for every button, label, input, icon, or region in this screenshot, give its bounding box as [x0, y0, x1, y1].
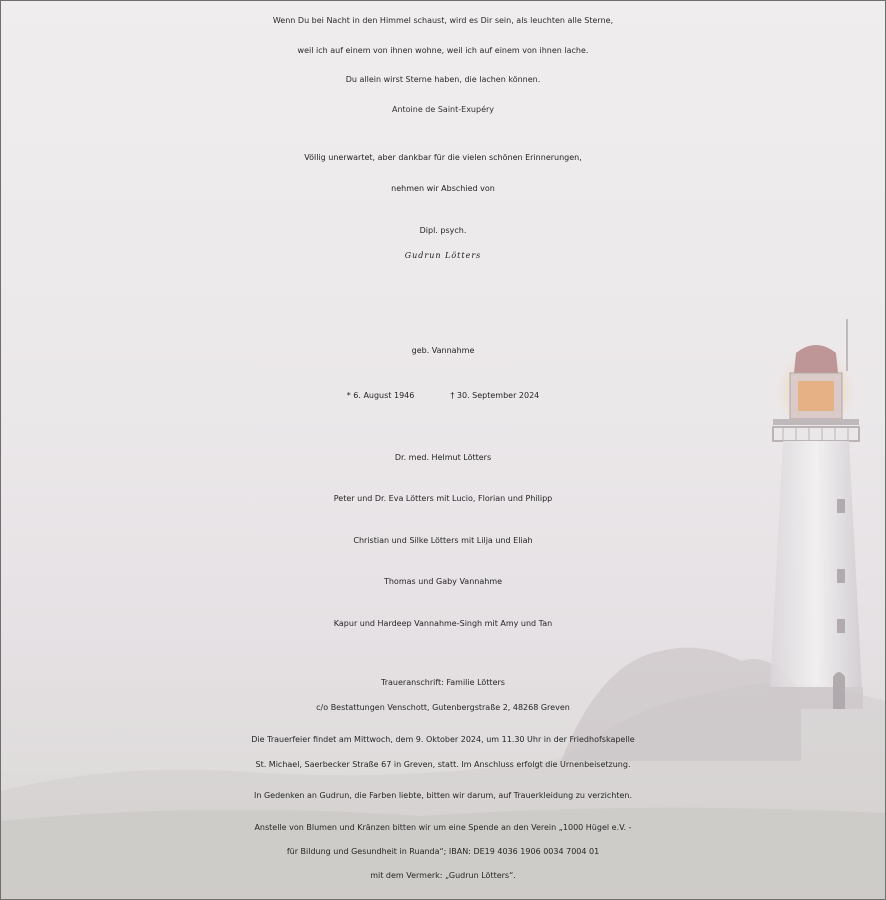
quote-line-1: Wenn Du bei Nacht in den Himmel schaust, wird es Dir sein, als leuchten alle Sterne,	[272, 16, 614, 25]
mourner-line: Thomas und Gaby Vannahme	[383, 577, 503, 586]
intro-line-1: Völlig unerwartet, aber dankbar für die vielen schönen Erinnerungen,	[304, 153, 582, 162]
dress-note: In Gedenken an Gudrun, die Farben liebte, bitten wir darum, auf Trauerkleidung zu verzichten.	[253, 791, 633, 800]
death-date: † 30. September 2024	[450, 391, 540, 400]
quote-line-3: Du allein wirst Sterne haben, die lachen können.	[345, 75, 541, 84]
mourner-line: Kapur und Hardeep Vannahme-Singh mit Amy und Tan	[333, 619, 553, 628]
donation-line-1: Anstelle von Blumen und Kränzen bitten wir um eine Spende an den Verein „1000 Hügel e.V. -	[254, 823, 632, 832]
address-line-1: Traueranschrift: Familie Lötters	[381, 678, 505, 687]
birth-name: geb. Vannahme	[411, 346, 475, 355]
quote-author: Antoine de Saint-Exupéry	[391, 105, 495, 114]
service-line-1: Die Trauerfeier findet am Mittwoch, dem 9. Oktober 2024, um 11.30 Uhr in der Friedhofskapelle	[251, 735, 635, 744]
mourner-line: Peter und Dr. Eva Lötters mit Lucio, Florian und Philipp	[333, 494, 553, 503]
intro-line-2: nehmen wir Abschied von	[391, 184, 495, 193]
academic-title: Dipl. psych.	[419, 226, 467, 235]
obituary-text	[1, 1, 885, 899]
service-line-2: St. Michael, Saerbecker Straße 67 in Greven, statt. Im Anschluss erfolgt die Urnenbeisetzung.	[255, 760, 631, 769]
mourner-line: Christian und Silke Lötters mit Lilja und Eliah	[353, 536, 533, 545]
donation-line-2: für Bildung und Gesundheit in Ruanda“; IBAN: DE19 4036 1906 0034 7004 01	[286, 847, 600, 856]
birth-date: * 6. August 1946	[346, 391, 415, 400]
mourner-line: Dr. med. Helmut Lötters	[394, 453, 492, 462]
quote-line-2: weil ich auf einem von ihnen wohne, weil ich auf einem von ihnen lache.	[297, 46, 589, 55]
deceased-name: Gudrun Lötters	[404, 251, 482, 260]
donation-line-3: mit dem Vermerk: „Gudrun Lötters“.	[370, 871, 516, 880]
address-line-2: c/o Bestattungen Venschott, Gutenbergstraße 2, 48268 Greven	[316, 703, 570, 712]
life-dates	[1, 391, 885, 400]
